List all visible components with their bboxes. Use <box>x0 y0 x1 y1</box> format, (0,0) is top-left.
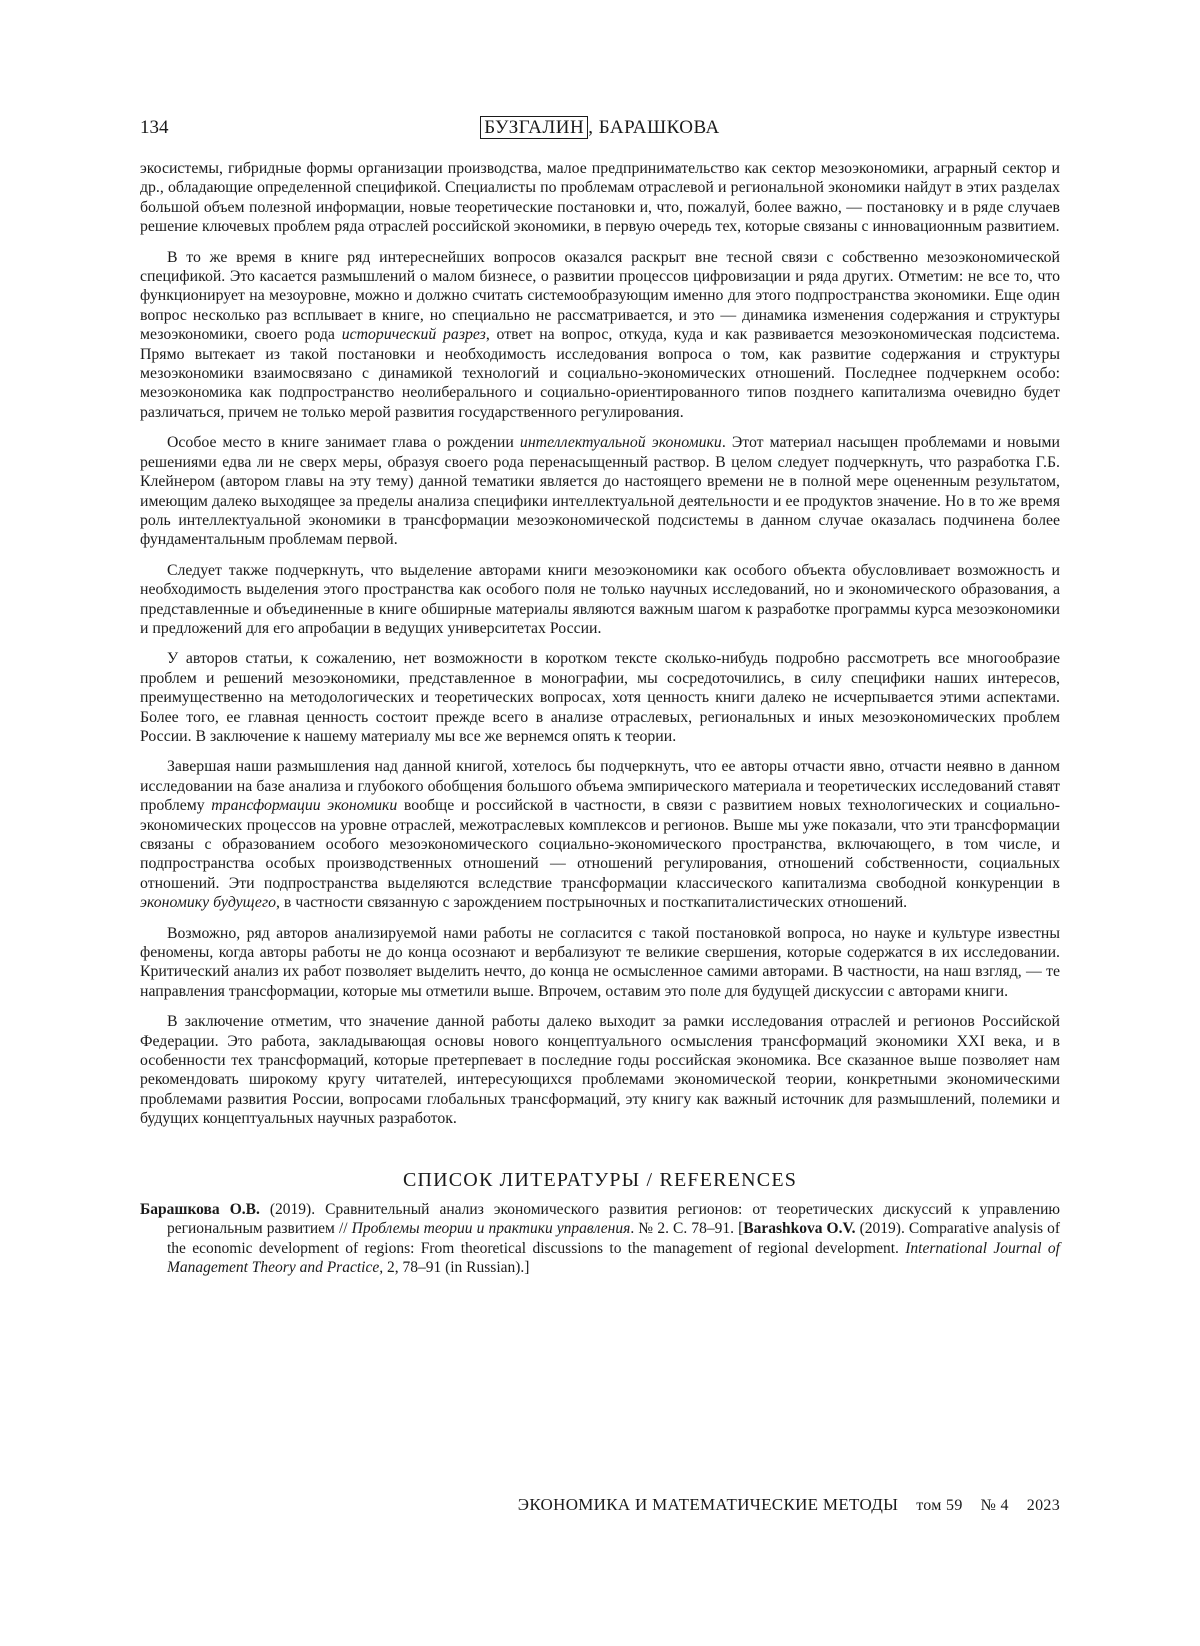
reference-item <box>140 1200 1060 1278</box>
running-foot <box>518 1495 1060 1515</box>
italic-run: International Journal of Management Theory and Practice, <box>167 1239 1060 1276</box>
bold-run: Барашкова О.В. <box>140 1200 260 1218</box>
references-title: СПИСОК ЛИТЕРАТУРЫ / REFERENCES <box>402 1168 798 1191</box>
paragraph <box>140 433 1060 549</box>
author-rest: , БАРАШКОВА <box>588 117 720 138</box>
italic-run: трансформации экономики <box>211 797 398 815</box>
paragraph <box>140 248 1060 423</box>
journal-year: 2023 <box>1026 1497 1060 1514</box>
paragraph <box>140 561 1060 639</box>
author-boxed: БУЗГАЛИН <box>480 116 588 139</box>
text-run: , в частности связанную с зарождением пострыночных и посткапиталистических отношений. <box>276 894 908 912</box>
journal-volume: том 59 <box>916 1497 963 1514</box>
text-run: Особое место в книге занимает глава о рождении <box>167 434 520 452</box>
text-run: В заключение отметим, что значение данной работы далеко выходит за рамки исследования отраслей и регионов Российской Федерации. Это работа, закладывающая основы нового концептуального осмысления трансформаций экономики XXI века, и в особенности тех трансформаций, которые претерпевает в последние годы российская экономика. Все сказанное выше позволяет нам рекомендовать широкому кругу читателей, интересующихся проблемами экономической теории, конкретными экономическими проблемами развития России, вопросами глобальных трансформаций, эту книгу как важный источник для размышлений, полемики и будущих концептуальных научных разработок. <box>140 1013 1060 1128</box>
text-run: Завершая наши размышления над данной книгой, хотелось бы подчеркнуть, что ее авторы отчасти явно, отчасти неявно в данном исследовании на базе анализа и глубокого обобщения большого объема эмпирического материала и теоретических исследований ставят проблему <box>140 758 1060 815</box>
paragraph <box>140 757 1060 912</box>
journal-issue: № 4 <box>980 1497 1009 1514</box>
italic-run: Проблемы теории и практики управления <box>351 1220 631 1238</box>
text-run: В то же время в книге ряд интереснейших вопросов оказался раскрыт вне тесной связи с собственно мезоэкономической спецификой. Это касается размышлений о малом бизнесе, о развитии процессов цифровизации и ряда других. Отметим: не все то, что функционирует на мезоуровне, можно и должно считать системообразующим именно для этого подпространства экономики. Еще один вопрос несколько раз всплывает в книге, но специально не рассматривается, и это — динамика изменения содержания и структуры мезоэкономики, своего рода <box>140 248 1060 344</box>
text-run: экосистемы, гибридные формы организации производства, малое предпринимательство как сектор мезоэкономики, аграрный сектор и др., обладающие определенной спецификой. Специалисты по проблемам отраслевой и региональной экономики найдут в этих разделах большой объем полезной информации, новые теоретические постановки и, что, пожалуй, более важно, — постановку и в ряде случаев решение ключевых проблем ряда отраслей российской экономики, в первую очередь тех, которые связаны с инновационным развитием. <box>140 160 1060 236</box>
text-run: Следует также подчеркнуть, что выделение авторами книги мезоэкономики как особого объекта обусловливает возможность и необходимость выделения этого пространства как особого поля не только научных исследований, но и экономического образования, а представленные и объединенные в книге обширные материалы являются важным шагом к разработке программы курса мезоэкономики и предложений для его апробации в ведущих университетах России. <box>140 561 1060 637</box>
paragraph <box>140 649 1060 746</box>
paragraph <box>140 159 1060 237</box>
journal-name: ЭКОНОМИКА И МАТЕМАТИЧЕСКИЕ МЕТОДЫ <box>517 1495 899 1514</box>
text-run: У авторов статьи, к сожалению, нет возможности в коротком тексте сколько-нибудь подробно рассмотреть все многообразие проблем и решений мезоэкономики, представленное в монографии, мы сосредоточились, в силу специфики наших интересов, преимущественно на методологических и теоретических вопросах, хотя ценность книги далеко не исчерпывается этими аспектами. Более того, ее главная ценность состоит прежде всего в анализе отраслевых, региональных и иных мезоэкономических проблем России. В заключение к нашему материалу мы все же вернемся опять к теории. <box>140 650 1060 745</box>
article-body <box>140 159 1060 1129</box>
running-head <box>140 115 1060 145</box>
italic-run: исторический разрез <box>341 326 486 344</box>
text-run: , ответ на вопрос, откуда, куда и как развивается мезоэкономическая подсистема. Прямо вытекает из такой постановки и необходимость исследования вопроса о том, как развитие содержания и структуры мезоэкономики взаимосвязано с динамикой технологий и социально-экономических отношений. Последнее подчеркнем особо: мезоэкономика как подпространство неолиберального и социально-ориентированного типов позднего капитализма очевидно будет различаться, причем не только мерой развития государственного регулирования. <box>140 326 1060 421</box>
italic-run: экономику будущего <box>140 894 277 912</box>
text-run: 2, 78–91 (in Russian).] <box>383 1258 530 1276</box>
page-number: 134 <box>140 117 169 138</box>
text-run: Возможно, ряд авторов анализируемой нами работы не согласится с такой постановкой вопроса, но науке и культуре известны феномены, когда авторы работы не до конца осознают и вербализуют те великие свершения, которые содержатся в их исследовании. Критический анализ их работ позволяет выделить нечто, до конца не осмысленное самими авторами. В частности, на наш взгляд, — те направления трансформации, которые мы отметили выше. Впрочем, оставим это поле для будущей дискуссии с авторами книги. <box>140 924 1060 1000</box>
running-head-authors <box>140 117 1060 139</box>
paragraph <box>140 924 1060 1002</box>
text-run: . № 2. С. 78–91. [ <box>630 1220 744 1238</box>
page <box>140 115 1060 1514</box>
text-run: . Этот материал насыщен проблемами и новыми решениями едва ли не сверх меры, образуя своего рода перенасыщенный раствор. В целом следует подчеркнуть, что разработка Г.Б. Клейнером (автором главы на эту тему) данной тематики является до настоящего времени не в полной мере оцененным результатом, имеющим далеко выходящее за пределы анализа специфики интеллектуальной деятельности и ее продуктов значение. Но в то же время роль интеллектуальной экономики в трансформации мезоэкономической подсистемы в данном случае оказалась подчинена более фундаментальным проблемам первой. <box>140 434 1060 549</box>
paragraph <box>140 1012 1060 1128</box>
text-run: вообще и российской в частности, в связи с развитием новых технологических и социально-экономических процессов на уровне отраслей, межотраслевых комплексов и регионов. Выше мы уже показали, что эти трансформации связаны с образованием особого мезоэкономического социально-экономического пространства, включающего, в том числе, и подпространства особых производственных отношений — отношений регулирования, отношений собственности, социальных отношений. Эти подпространства выделяются вследствие трансформации классического капитализма свободной конкуренции в <box>140 797 1060 892</box>
references-list <box>140 1200 1060 1278</box>
bold-run: Barashkova O.V. <box>743 1220 856 1238</box>
text-run: (2019). Comparative analysis of the economic development of regions: From theoretical discussions to the management of regional development. <box>167 1220 1060 1257</box>
italic-run: интеллектуальной экономики <box>519 434 722 452</box>
text-run: (2019). Сравнительный анализ экономического развития регионов: от теоретических дискуссий к управлению региональным развитием // <box>167 1200 1060 1238</box>
